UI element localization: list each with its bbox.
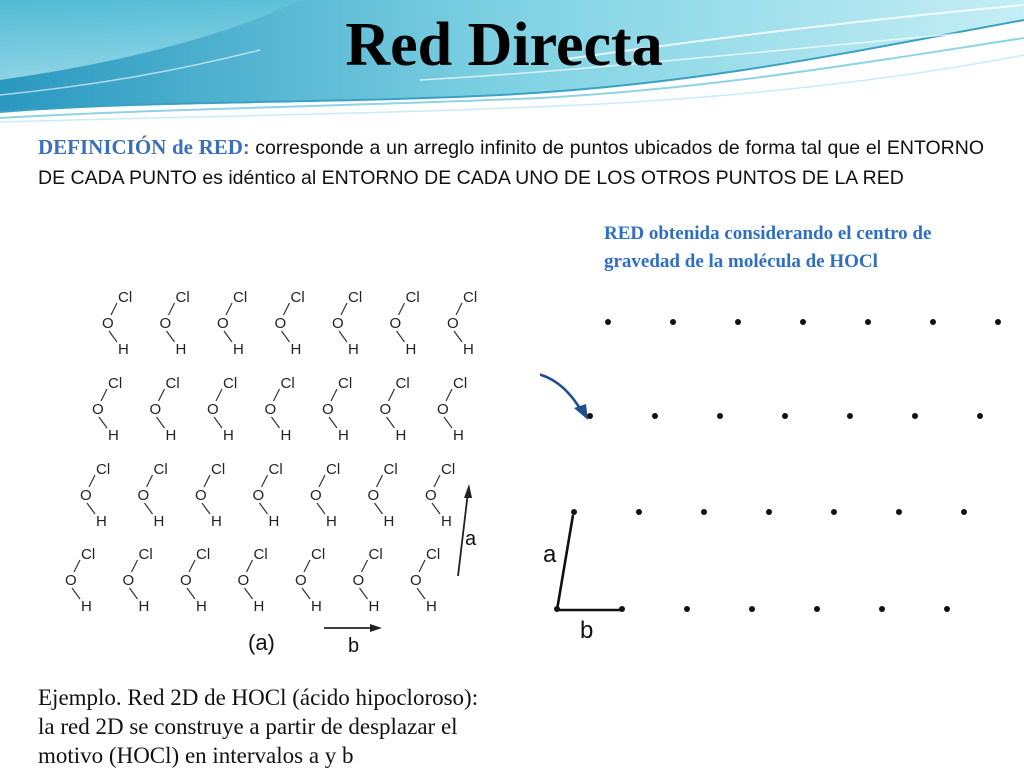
vector-a-label: a xyxy=(465,528,477,550)
hydrogen-atom-label: H xyxy=(368,598,380,615)
chlorine-atom-label: Cl xyxy=(268,461,283,478)
chlorine-atom-label: Cl xyxy=(96,461,111,478)
lattice-caption: RED obtenida considerando el centro de gravedad de la molécula de HOCl xyxy=(604,223,932,272)
o-h-bond xyxy=(432,503,440,514)
hydrogen-atom-label: H xyxy=(405,341,417,358)
chlorine-atom-label: Cl xyxy=(280,375,295,392)
lattice-point xyxy=(912,413,918,419)
chlorine-atom-label: Cl xyxy=(463,289,478,306)
hydrogen-atom-label: H xyxy=(165,427,177,444)
oxygen-atom-label: O xyxy=(137,487,150,504)
hocl-molecule xyxy=(265,375,295,444)
o-h-bond xyxy=(375,503,383,514)
hocl-molecule xyxy=(322,375,352,444)
lattice-point xyxy=(571,509,577,515)
chlorine-atom-label: Cl xyxy=(175,289,190,306)
hydrogen-atom-label: H xyxy=(223,427,234,444)
hocl-molecule xyxy=(310,461,340,530)
chlorine-atom-label: Cl xyxy=(311,546,326,563)
chlorine-atom-label: Cl xyxy=(153,461,168,478)
o-cl-bond xyxy=(341,303,347,315)
hocl-molecule xyxy=(368,461,398,530)
hocl-molecule xyxy=(332,289,362,358)
hydrogen-atom-label: H xyxy=(175,341,187,358)
definition-body: corresponde a un arreglo infinito de puntos ubicados de forma tal que el ENTORNO DE CADA PUNTO es idéntico al ENTORNO DE CADA UNO DE LOS OTROS PUNTOS DE LA RED xyxy=(38,137,985,189)
hydrogen-atom-label: H xyxy=(118,341,129,358)
hocl-molecule xyxy=(80,461,110,530)
o-h-bond xyxy=(397,331,405,342)
hydrogen-atom-label: H xyxy=(441,513,452,530)
hocl-molecule xyxy=(195,461,225,530)
lattice-vector-a-label: a xyxy=(543,541,557,568)
hocl-molecule xyxy=(65,546,95,615)
o-h-bond xyxy=(72,588,80,599)
o-cl-bond xyxy=(399,303,405,315)
oxygen-atom-label: O xyxy=(447,315,459,332)
o-h-bond xyxy=(202,503,210,514)
chlorine-atom-label: Cl xyxy=(118,289,133,306)
o-h-bond xyxy=(272,417,280,428)
hydrogen-atom-label: H xyxy=(211,513,222,530)
hocl-molecule xyxy=(92,375,122,444)
lattice-point xyxy=(684,606,690,612)
hydrogen-atom-label: H xyxy=(463,341,474,358)
oxygen-atom-label: O xyxy=(180,572,192,589)
hydrogen-atom-label: H xyxy=(395,427,407,444)
hydrogen-atom-label: H xyxy=(138,598,150,615)
lattice-point xyxy=(831,509,837,515)
o-cl-bond xyxy=(247,560,253,572)
o-cl-bond xyxy=(456,303,462,315)
lattice-point xyxy=(701,509,707,515)
hydrogen-atom-label: H xyxy=(348,341,359,358)
oxygen-atom-label: O xyxy=(332,315,344,332)
chlorine-atom-label: Cl xyxy=(453,375,468,392)
chlorine-atom-label: Cl xyxy=(326,461,341,478)
lattice-point xyxy=(930,319,936,325)
hocl-molecule xyxy=(160,289,190,358)
hocl-molecule xyxy=(437,375,467,444)
hocl-molecule xyxy=(150,375,180,444)
hydrogen-atom-label: H xyxy=(108,427,119,444)
lattice-vector-b-label: b xyxy=(580,617,594,644)
lattice-point xyxy=(735,319,741,325)
o-cl-bond xyxy=(284,303,290,315)
o-cl-bond xyxy=(226,303,232,315)
oxygen-atom-label: O xyxy=(274,315,287,332)
oxygen-atom-label: O xyxy=(122,572,135,589)
hocl-molecule xyxy=(390,289,420,358)
o-cl-bond xyxy=(304,560,310,572)
chlorine-atom-label: Cl xyxy=(405,289,420,306)
example-line-2: la red 2D se construye a partir de desplazar el xyxy=(38,714,458,739)
o-h-bond xyxy=(109,331,117,342)
hydrogen-atom-label: H xyxy=(383,513,395,530)
slide-title: Red Directa xyxy=(345,11,663,79)
oxygen-atom-label: O xyxy=(379,401,392,418)
hydrogen-atom-label: H xyxy=(96,513,107,530)
o-cl-bond xyxy=(377,475,383,487)
hydrogen-atom-label: H xyxy=(290,341,302,358)
o-h-bond xyxy=(282,331,290,342)
hocl-molecule xyxy=(447,289,477,358)
hocl-molecule xyxy=(410,546,440,615)
oxygen-atom-label: O xyxy=(195,487,207,504)
oxygen-atom-label: O xyxy=(80,487,92,504)
chlorine-atom-label: Cl xyxy=(165,375,180,392)
oxygen-atom-label: O xyxy=(102,315,114,332)
lattice-point xyxy=(879,606,885,612)
o-cl-bond xyxy=(89,475,95,487)
hydrogen-atom-label: H xyxy=(311,598,322,615)
o-h-bond xyxy=(87,503,95,514)
lattice-point xyxy=(652,413,658,419)
o-cl-bond xyxy=(216,389,222,401)
chlorine-atom-label: Cl xyxy=(368,546,383,563)
oxygen-atom-label: O xyxy=(207,401,219,418)
o-h-bond xyxy=(339,331,347,342)
o-h-bond xyxy=(224,331,232,342)
chlorine-atom-label: Cl xyxy=(253,546,268,563)
chlorine-atom-label: Cl xyxy=(233,289,248,306)
oxygen-atom-label: O xyxy=(65,572,77,589)
chlorine-atom-label: Cl xyxy=(383,461,398,478)
lattice-points-figure xyxy=(540,300,1024,650)
lattice-point xyxy=(782,413,788,419)
hydrogen-atom-label: H xyxy=(268,513,280,530)
lattice-point xyxy=(587,413,593,419)
hocl-molecule xyxy=(380,375,410,444)
o-cl-bond xyxy=(189,560,195,572)
o-h-bond xyxy=(360,588,368,599)
o-h-bond xyxy=(245,588,253,599)
chlorine-atom-label: Cl xyxy=(290,289,305,306)
oxygen-atom-label: O xyxy=(237,572,250,589)
chlorine-atom-label: Cl xyxy=(426,546,441,563)
o-cl-bond xyxy=(434,475,440,487)
o-cl-bond xyxy=(319,475,325,487)
motif-to-lattice-arrowhead xyxy=(574,404,588,420)
lattice-point xyxy=(944,606,950,612)
lattice-point xyxy=(605,319,611,325)
o-cl-bond xyxy=(446,389,452,401)
oxygen-atom-label: O xyxy=(217,315,229,332)
o-cl-bond xyxy=(159,389,165,401)
lattice-point xyxy=(814,606,820,612)
o-h-bond xyxy=(302,588,310,599)
oxygen-atom-label: O xyxy=(437,401,449,418)
lattice-point xyxy=(896,509,902,515)
oxygen-atom-label: O xyxy=(352,572,365,589)
hocl-molecule xyxy=(253,461,283,530)
hocl-molecule xyxy=(217,289,247,358)
chlorine-atom-label: Cl xyxy=(441,461,456,478)
lattice-vector-a xyxy=(557,515,573,610)
hocl-molecule xyxy=(207,375,237,444)
oxygen-atom-label: O xyxy=(92,401,104,418)
o-cl-bond xyxy=(331,389,337,401)
lattice-point xyxy=(977,413,983,419)
o-h-bond xyxy=(145,503,153,514)
example-line-3: motivo (HOCl) en intervalos a y b xyxy=(38,743,354,768)
o-cl-bond xyxy=(389,389,395,401)
chlorine-atom-label: Cl xyxy=(395,375,410,392)
hydrogen-atom-label: H xyxy=(253,598,265,615)
o-cl-bond xyxy=(101,389,107,401)
o-h-bond xyxy=(214,417,222,428)
definition-term: DEFINICIÓN de RED xyxy=(38,135,243,159)
lattice-point-grid xyxy=(554,319,1001,612)
oxygen-atom-label: O xyxy=(264,401,277,418)
oxygen-atom-label: O xyxy=(159,315,172,332)
molecule-grid xyxy=(65,289,477,615)
o-h-bond xyxy=(130,588,138,599)
hocl-molecule xyxy=(353,546,383,615)
lattice-point xyxy=(766,509,772,515)
chlorine-atom-label: Cl xyxy=(138,546,153,563)
o-h-bond xyxy=(99,417,107,428)
hydrogen-atom-label: H xyxy=(453,427,464,444)
lattice-point xyxy=(995,319,1001,325)
o-cl-bond xyxy=(169,303,175,315)
o-cl-bond xyxy=(74,560,80,572)
oxygen-atom-label: O xyxy=(410,572,422,589)
o-cl-bond xyxy=(419,560,425,572)
chlorine-atom-label: Cl xyxy=(81,546,96,563)
chlorine-atom-label: Cl xyxy=(108,375,123,392)
chlorine-atom-label: Cl xyxy=(223,375,238,392)
lattice-point xyxy=(865,319,871,325)
o-cl-bond xyxy=(147,475,153,487)
lattice-point xyxy=(961,509,967,515)
lattice-point xyxy=(717,413,723,419)
o-cl-bond xyxy=(204,475,210,487)
oxygen-atom-label: O xyxy=(389,315,402,332)
oxygen-atom-label: O xyxy=(252,487,265,504)
hocl-molecule xyxy=(138,461,168,530)
chlorine-atom-label: Cl xyxy=(338,375,353,392)
hocl-molecule-array-figure xyxy=(40,270,490,665)
o-h-bond xyxy=(187,588,195,599)
o-cl-bond xyxy=(132,560,138,572)
hocl-molecule xyxy=(295,546,325,615)
hocl-molecule xyxy=(180,546,210,615)
o-h-bond xyxy=(260,503,268,514)
o-h-bond xyxy=(167,331,175,342)
o-h-bond xyxy=(387,417,395,428)
o-cl-bond xyxy=(274,389,280,401)
oxygen-atom-label: O xyxy=(367,487,380,504)
o-h-bond xyxy=(329,417,337,428)
oxygen-atom-label: O xyxy=(149,401,162,418)
chlorine-atom-label: Cl xyxy=(211,461,226,478)
o-h-bond xyxy=(417,588,425,599)
hydrogen-atom-label: H xyxy=(153,513,165,530)
hocl-molecule xyxy=(238,546,268,615)
motif-to-lattice-arrow xyxy=(540,373,582,412)
hydrogen-atom-label: H xyxy=(196,598,207,615)
hydrogen-atom-label: H xyxy=(426,598,437,615)
lattice-point xyxy=(800,319,806,325)
hocl-molecule xyxy=(425,461,455,530)
o-h-bond xyxy=(454,331,462,342)
hydrogen-atom-label: H xyxy=(81,598,92,615)
definition-colon: : xyxy=(242,137,250,159)
o-h-bond xyxy=(317,503,325,514)
hydrogen-atom-label: H xyxy=(280,427,292,444)
oxygen-atom-label: O xyxy=(310,487,322,504)
lattice-point xyxy=(749,606,755,612)
panel-label: (a) xyxy=(248,630,275,655)
oxygen-atom-label: O xyxy=(322,401,334,418)
example-text xyxy=(38,683,578,768)
definition-paragraph xyxy=(38,132,984,193)
o-cl-bond xyxy=(362,560,368,572)
oxygen-atom-label: O xyxy=(425,487,437,504)
example-line-1: Ejemplo. Red 2D de HOCl (ácido hipocloroso): xyxy=(38,685,479,710)
lattice-point xyxy=(670,319,676,325)
o-h-bond xyxy=(444,417,452,428)
chlorine-atom-label: Cl xyxy=(196,546,211,563)
hydrogen-atom-label: H xyxy=(233,341,244,358)
hocl-molecule xyxy=(275,289,305,358)
o-cl-bond xyxy=(262,475,268,487)
hydrogen-atom-label: H xyxy=(326,513,337,530)
lattice-point xyxy=(847,413,853,419)
chlorine-atom-label: Cl xyxy=(348,289,363,306)
hocl-molecule xyxy=(102,289,132,358)
o-h-bond xyxy=(157,417,165,428)
lattice-point xyxy=(636,509,642,515)
o-cl-bond xyxy=(111,303,117,315)
oxygen-atom-label: O xyxy=(295,572,307,589)
vector-b-arrow xyxy=(324,624,382,632)
vector-b-label: b xyxy=(348,635,360,657)
hydrogen-atom-label: H xyxy=(338,427,349,444)
hocl-molecule xyxy=(123,546,153,615)
